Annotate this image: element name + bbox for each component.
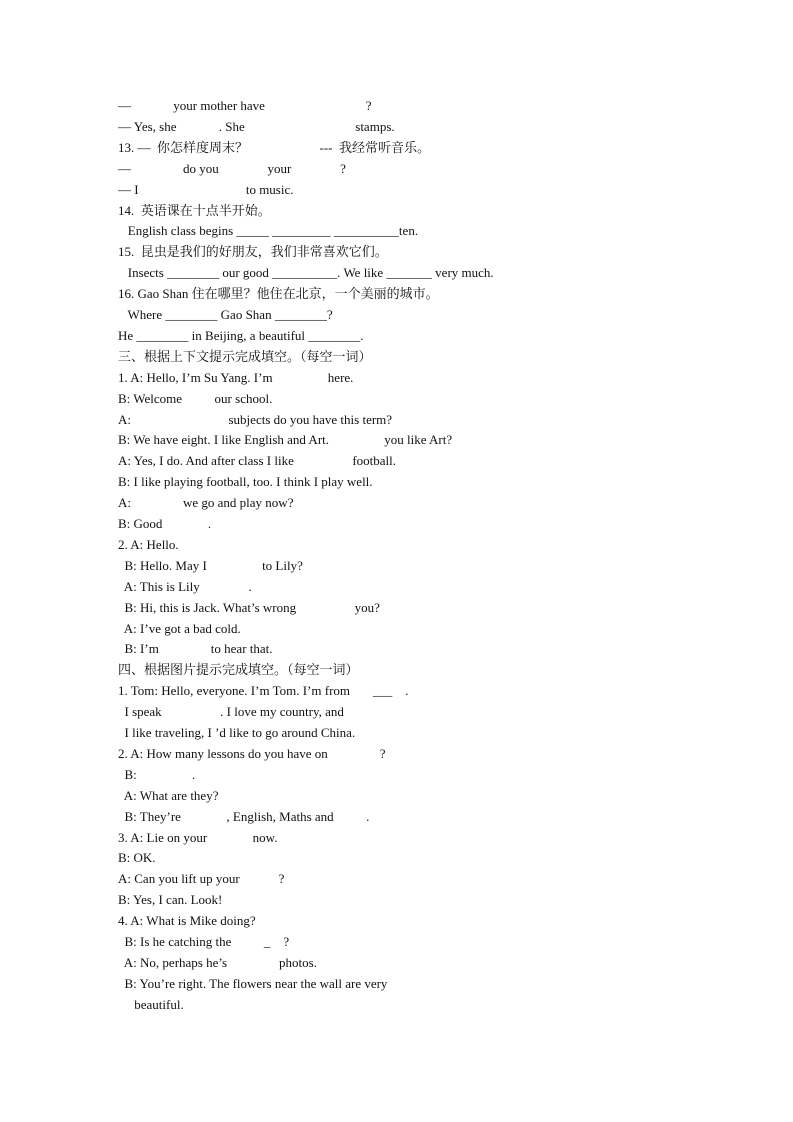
- text-line: 1. Tom: Hello, everyone. I’m Tom. I’m from ___ .: [118, 683, 409, 699]
- text-line: B: Hello. May I to Lily?: [118, 557, 303, 573]
- text-line: B: You’re right. The flowers near the wall are very: [118, 975, 388, 991]
- text-line: B: Hi, this is Jack. What’s wrong you?: [118, 599, 380, 615]
- text-line: I like traveling, I ’d like to go around China.: [118, 725, 356, 740]
- text-line: — I to music.: [118, 181, 294, 197]
- text-line: B: They’re , English, Maths and .: [118, 808, 370, 824]
- text-line: A: No, perhaps he’s photos.: [118, 954, 317, 970]
- text-line: 2. A: Hello.: [118, 536, 179, 552]
- text-line: A: we go and play now?: [118, 495, 294, 511]
- text-line: B: Is he catching the _ ?: [118, 934, 290, 949]
- text-line: 2. A: How many lessons do you have on ?: [118, 745, 386, 761]
- text-line: — Yes, she . She stamps.: [118, 118, 395, 134]
- text-line: 三、根据上下文提示完成填空。（每空一词）: [118, 348, 372, 364]
- text-line: 16. Gao Shan 住在哪里？他住在北京，一个美丽的城市。: [118, 286, 439, 302]
- text-line: B: We have eight. I like English and Art. you like Art?: [118, 432, 453, 448]
- text-line: A: Can you lift up your ?: [118, 871, 285, 887]
- text-line: — do you your ?: [118, 160, 346, 176]
- text-line: 四、根据图片提示完成填空。（每空一词）: [118, 662, 359, 678]
- text-line: A: This is Lily .: [118, 578, 252, 594]
- text-line: 3. A: Lie on your now.: [118, 829, 278, 845]
- text-line: B: Good .: [118, 516, 212, 531]
- text-line: B: I’m to hear that.: [118, 641, 273, 657]
- text-line: 13. — 你怎样度周末？ --- 我经常听音乐。: [118, 139, 430, 155]
- text-line: 1. A: Hello, I’m Su Yang. I’m here.: [118, 369, 354, 385]
- text-line: B: Welcome our school.: [118, 390, 273, 406]
- text-line: A: Yes, I do. And after class I like football.: [118, 453, 397, 469]
- text-line: Where ________ Gao Shan ________?: [118, 307, 333, 322]
- text-line: B: I like playing football, too. I think I play well.: [118, 474, 373, 490]
- text-line: 14. 英语课在十点半开始。: [118, 202, 271, 218]
- text-line: A: What are they?: [118, 787, 219, 803]
- text-line: 4. A: What is Mike doing?: [118, 913, 256, 929]
- text-line: I speak . I love my country, and: [118, 704, 344, 720]
- text-line: English class begins _____ _________ __________ten.: [118, 223, 419, 239]
- text-line: A: I’ve got a bad cold.: [118, 620, 241, 636]
- text-line: — your mother have ?: [118, 98, 372, 113]
- text-line: Insects ________ our good __________. We like _______ very much.: [118, 265, 494, 281]
- text-line: B: OK.: [118, 850, 156, 866]
- text-line: 15. 昆虫是我们的好朋友，我们非常喜欢它们。: [118, 244, 388, 260]
- text-line: He ________ in Beijing, a beautiful ________.: [118, 327, 364, 343]
- text-line: B: .: [118, 766, 196, 782]
- text-line: beautiful.: [118, 996, 184, 1012]
- text-line: B: Yes, I can. Look!: [118, 892, 223, 908]
- text-line: A: subjects do you have this term?: [118, 411, 393, 427]
